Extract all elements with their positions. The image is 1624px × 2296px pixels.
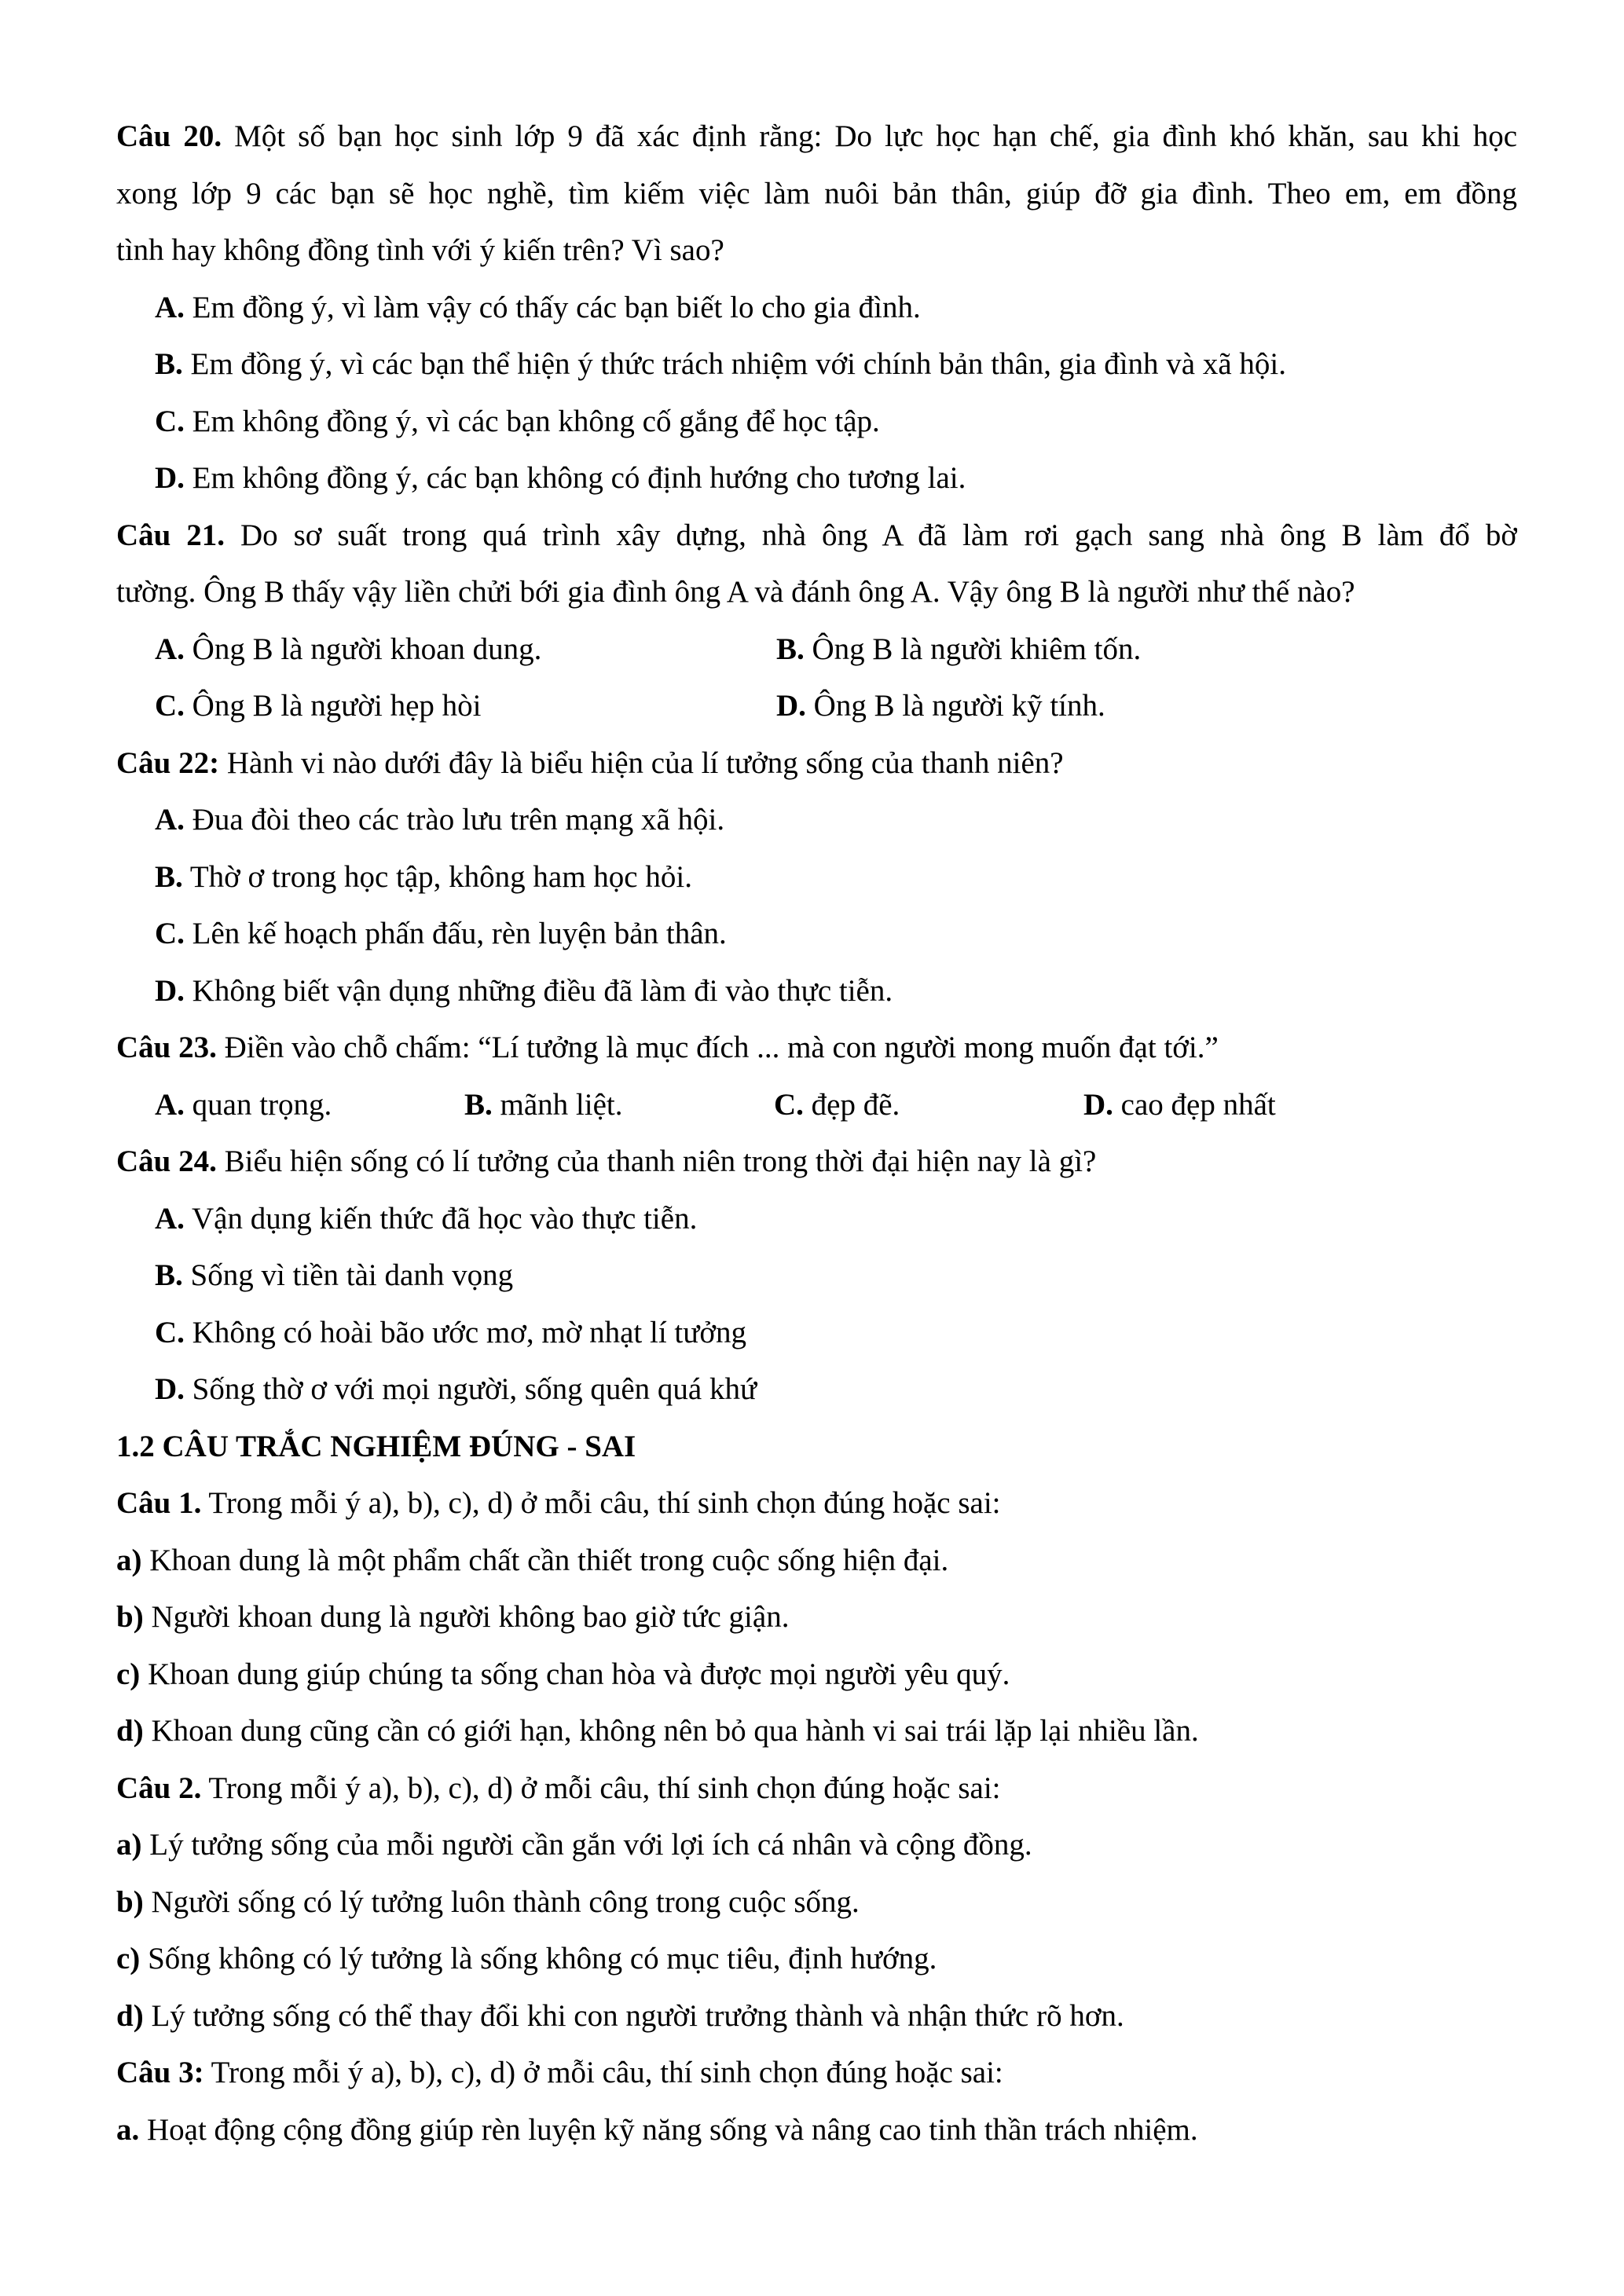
option-text: cao đẹp nhất (1120, 1087, 1276, 1122)
tf-item-d (116, 1988, 1517, 2045)
option-text: Em đồng ý, vì làm vậy có thấy các bạn biết lo cho gia đình. (192, 290, 921, 324)
item-key: b) (116, 1884, 144, 1919)
option-text: Ông B là người hẹp hòi (192, 689, 482, 723)
question-text: Trong mỗi ý a), b), c), d) ở mỗi câu, thí sinh chọn đúng hoặc sai: (211, 2056, 1003, 2089)
option-text: Thờ ơ trong học tập, không ham học hỏi. (189, 859, 692, 894)
item-text: Lý tưởng sống của mỗi người cần gắn với lợi ích cá nhân và cộng đồng. (149, 1828, 1032, 1862)
item-text: Người sống có lý tưởng luôn thành công trong cuộc sống. (151, 1884, 860, 1919)
option-b (776, 621, 1141, 679)
option-text: quan trọng. (192, 1087, 332, 1122)
option-key: B. (464, 1087, 493, 1122)
option-d (116, 963, 1517, 1020)
question-20-line-1 (116, 108, 1517, 166)
option-key: C. (774, 1087, 804, 1122)
option-key: A. (155, 803, 185, 837)
option-c (116, 394, 1517, 451)
item-text: Khoan dung giúp chúng ta sống chan hòa và được mọi người yêu quý. (148, 1657, 1010, 1691)
option-c (116, 1305, 1517, 1362)
question-label: Câu 3: (116, 2056, 204, 2089)
question-21-line-2: tường. Ông B thấy vậy liền chửi bới gia đình ông A và đánh ông A. Vậy ông B là người như thế nào? (116, 575, 1355, 609)
option-text: Ông B là người khoan dung. (192, 632, 542, 666)
option-d (116, 450, 1517, 507)
option-text: Không có hoài bão ước mơ, mờ nhạt lí tưởng (192, 1315, 747, 1349)
option-key: D. (155, 1372, 185, 1406)
question-text: Một số bạn học sinh lớp 9 đã xác định rằng: Do lực học hạn chế, gia đình khó khăn, sau khi học (234, 119, 1517, 153)
question-21-line-1 (116, 507, 1517, 565)
option-a (116, 1191, 1517, 1248)
question-22 (116, 735, 1517, 793)
question-text: Biểu hiện sống có lí tưởng của thanh niên trong thời đại hiện nay là gì? (224, 1144, 1097, 1178)
option-c (774, 1077, 1083, 1134)
option-a (116, 280, 1517, 337)
option-text: Sống thờ ơ với mọi người, sống quên quá khứ (192, 1372, 757, 1406)
item-key: a) (116, 1828, 142, 1862)
option-text: Không biết vận dụng những điều đã làm đi vào thực tiễn. (192, 973, 893, 1008)
tf-question-1 (116, 1475, 1517, 1532)
option-row (116, 678, 1517, 735)
question-label: Câu 23. (116, 1031, 217, 1064)
item-text: Khoan dung cũng cần có giới hạn, không nên bỏ qua hành vi sai trái lặp lại nhiều lần. (151, 1714, 1199, 1748)
item-text: Sống không có lý tưởng là sống không có mục tiêu, định hướng. (148, 1942, 937, 1976)
item-key: b) (116, 1600, 144, 1634)
option-key: A. (155, 290, 185, 324)
option-a (116, 1077, 464, 1134)
option-a (116, 792, 1517, 849)
option-key: D. (776, 689, 806, 723)
option-b (116, 1247, 1517, 1305)
option-text: Sống vì tiền tài danh vọng (190, 1258, 514, 1292)
option-key: B. (155, 1258, 183, 1292)
option-key: B. (155, 347, 183, 381)
option-row (116, 1077, 1517, 1134)
option-key: D. (1083, 1087, 1113, 1122)
option-text: Lên kế hoạch phấn đấu, rèn luyện bản thân. (192, 917, 727, 950)
option-d (1083, 1077, 1276, 1134)
option-c (116, 678, 776, 735)
option-row (116, 621, 1517, 679)
item-key: d) (116, 1998, 144, 2033)
question-20-line-3: tình hay không đồng tình với ý kiến trên? Vì sao? (116, 233, 724, 267)
option-b (116, 849, 1517, 906)
item-key: d) (116, 1714, 144, 1748)
tf-item-c (116, 1646, 1517, 1704)
tf-item-b (116, 1589, 1517, 1646)
option-c (116, 906, 1517, 963)
option-text: Em đồng ý, vì các bạn thể hiện ý thức trách nhiệm với chính bản thân, gia đình và xã hội. (190, 347, 1286, 381)
option-key: A. (155, 1087, 185, 1122)
question-text: Trong mỗi ý a), b), c), d) ở mỗi câu, thí sinh chọn đúng hoặc sai: (208, 1486, 1001, 1520)
option-key: C. (155, 1315, 185, 1349)
option-text: đẹp đẽ. (811, 1087, 900, 1122)
question-23 (116, 1020, 1517, 1077)
option-text: Đua đòi theo các trào lưu trên mạng xã hội. (192, 803, 725, 837)
tf-question-2 (116, 1760, 1517, 1818)
question-24 (116, 1133, 1517, 1191)
option-key: B. (776, 632, 805, 666)
item-text: Lý tưởng sống có thể thay đổi khi con người trưởng thành và nhận thức rõ hơn. (151, 1998, 1124, 2033)
item-text: Khoan dung là một phẩm chất cần thiết trong cuộc sống hiện đại. (149, 1543, 949, 1577)
item-key: c) (116, 1942, 141, 1976)
option-key: C. (155, 917, 185, 950)
option-text: Em không đồng ý, các bạn không có định hướng cho tương lai. (192, 461, 966, 495)
question-label: Câu 24. (116, 1144, 217, 1178)
question-text: Hành vi nào dưới đây là biểu hiện của lí tưởng sống của thanh niên? (226, 745, 1064, 780)
tf-item-a (116, 2102, 1517, 2159)
tf-item-c (116, 1931, 1517, 1988)
question-text: Trong mỗi ý a), b), c), d) ở mỗi câu, thí sinh chọn đúng hoặc sai: (208, 1771, 1001, 1805)
option-d (776, 678, 1105, 735)
tf-item-a (116, 1817, 1517, 1874)
option-key: D. (155, 461, 185, 495)
item-key: a. (116, 2112, 140, 2147)
question-label: Câu 1. (116, 1486, 202, 1520)
item-key: a) (116, 1543, 142, 1577)
tf-item-d (116, 1703, 1517, 1760)
tf-question-3 (116, 2045, 1517, 2102)
item-text: Hoạt động cộng đồng giúp rèn luyện kỹ năng sống và nâng cao tinh thần trách nhiệm. (147, 2112, 1198, 2147)
option-a (116, 621, 776, 679)
section-heading: 1.2 CÂU TRẮC NGHIỆM ĐÚNG - SAI (116, 1429, 636, 1463)
option-b (464, 1077, 774, 1134)
tf-item-a (116, 1532, 1517, 1590)
option-text: mãnh liệt. (500, 1087, 623, 1122)
option-text: Ông B là người khiêm tốn. (812, 632, 1142, 666)
question-label: Câu 22: (116, 745, 220, 780)
item-text: Người khoan dung là người không bao giờ tức giận. (151, 1600, 790, 1634)
document-page (116, 108, 1517, 2159)
option-text: Ông B là người kỹ tính. (813, 689, 1105, 723)
option-key: A. (155, 1201, 185, 1236)
option-key: D. (155, 973, 185, 1008)
option-key: C. (155, 404, 185, 438)
question-text: Điền vào chỗ chấm: “Lí tưởng là mục đích ... mà con người mong muốn đạt tới.” (224, 1031, 1219, 1064)
tf-item-b (116, 1874, 1517, 1932)
option-text: Vận dụng kiến thức đã học vào thực tiễn. (191, 1201, 698, 1236)
option-key: A. (155, 632, 185, 666)
option-text: Em không đồng ý, vì các bạn không cố gắng để học tập. (192, 404, 880, 438)
option-b (116, 336, 1517, 394)
question-label: Câu 2. (116, 1771, 202, 1805)
option-key: B. (155, 859, 183, 894)
option-d (116, 1361, 1517, 1419)
option-key: C. (155, 689, 185, 723)
item-key: c) (116, 1657, 141, 1691)
question-label: Câu 21. (116, 518, 225, 552)
question-label: Câu 20. (116, 119, 222, 153)
question-20-line-2: xong lớp 9 các bạn sẽ học nghề, tìm kiếm việc làm nuôi bản thân, giúp đỡ gia đình. Theo em, em đồng (116, 176, 1517, 211)
question-text: Do sơ suất trong quá trình xây dựng, nhà ông A đã làm rơi gạch sang nhà ông B làm đổ bờ (240, 518, 1517, 552)
